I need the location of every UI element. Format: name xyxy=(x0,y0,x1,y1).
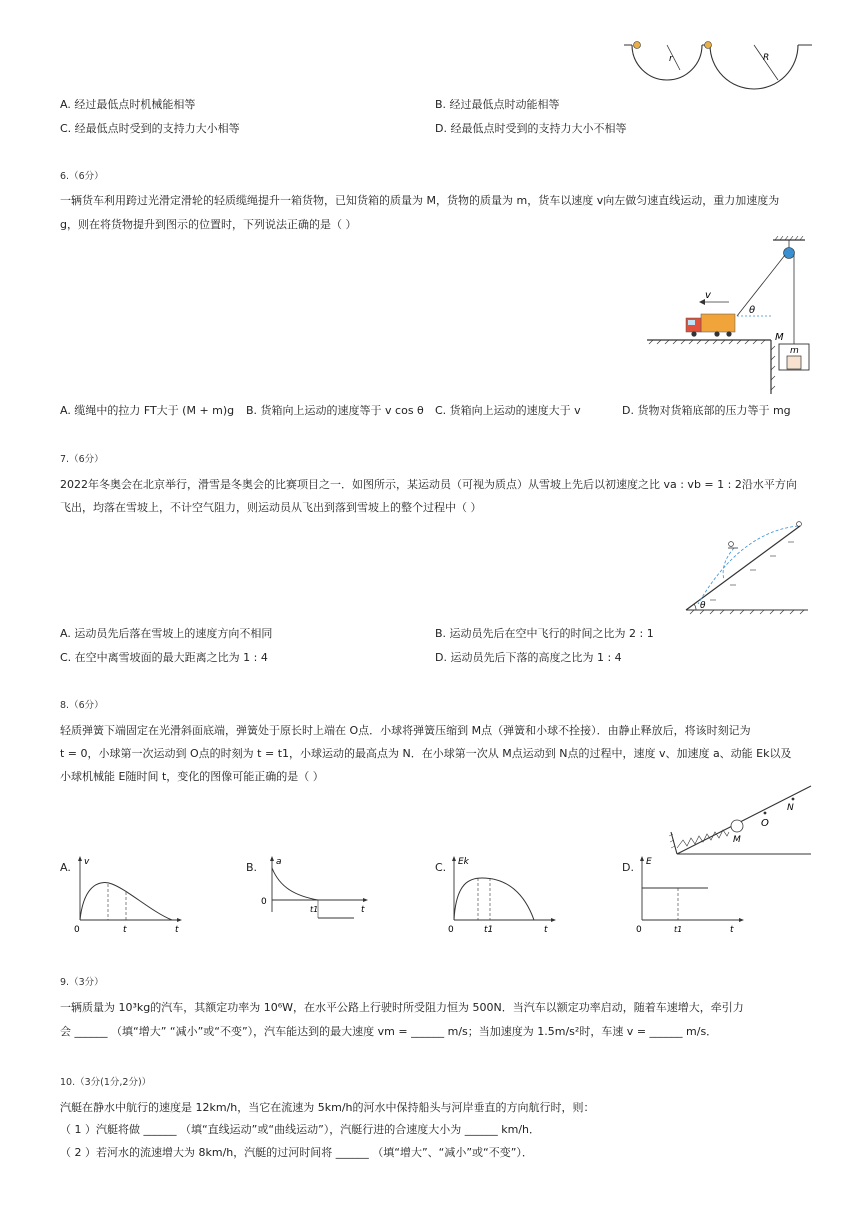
q6-option-b: B. 货箱向上运动的速度等于 v cos θ xyxy=(246,404,424,417)
q7-option-c: C. 在空中离雪坡面的最大距离之比为 1 : 4 xyxy=(60,651,268,664)
q5-fig-r: r xyxy=(669,54,673,64)
q7-fig-theta: θ xyxy=(700,601,706,611)
q6-option-c: C. 货箱向上运动的速度大于 v xyxy=(435,404,581,417)
q7-text-line2: 飞出，均落在雪坡上，不计空气阻力，则运动员从飞出到落到雪坡上的整个过程中（ ） xyxy=(60,501,482,514)
q7-option-b: B. 运动员先后在空中飞行的时间之比为 2 : 1 xyxy=(435,627,654,640)
q8-graph-d-origin: 0 xyxy=(636,925,642,935)
q5-option-b: B. 经过最低点时动能相等 xyxy=(435,98,560,111)
q10-number: 10.（3分(1分,2分)） xyxy=(60,1077,152,1088)
q8-graph-c-label: C. xyxy=(435,861,447,874)
q8-graph-b-xlabel: t xyxy=(361,905,365,915)
q7-ski-slope-figure xyxy=(680,514,815,618)
q8-graph-b xyxy=(258,852,378,936)
q8-graph-a-ylabel: v xyxy=(84,857,90,867)
q8-graph-b-ylabel: a xyxy=(276,857,282,867)
q8-text-line1: 轻质弹簧下端固定在光滑斜面底端，弹簧处于原长时上端在 O点．小球将弹簧压缩到 M点（弹簧和小球不拴接）．由静止释放后，将该时刻记为 xyxy=(60,724,751,737)
q9-text-line1: 一辆质量为 10³kg的汽车，其额定功率为 10⁶W，在水平公路上行驶时所受阻力恒为 500N．当汽车以额定功率启动，随着车速增大，牵引力 xyxy=(60,1001,744,1014)
q9-number: 9.（3分） xyxy=(60,977,104,988)
q8-fig-M: M xyxy=(733,835,741,845)
q6-number: 6.（6分） xyxy=(60,171,104,182)
q8-graph-a xyxy=(72,852,192,936)
q8-graph-a-label: A. xyxy=(60,861,71,874)
q6-truck-pulley-figure xyxy=(645,236,815,398)
q7-option-a: A. 运动员先后落在雪坡上的速度方向不相同 xyxy=(60,627,273,640)
q8-incline-spring-figure xyxy=(665,782,815,860)
q8-graph-b-tick: t1 xyxy=(310,905,319,914)
q8-graph-c-xlabel: t xyxy=(544,925,548,935)
q8-text-line3: 小球机械能 E随时间 t，变化的图像可能正确的是（ ） xyxy=(60,770,324,783)
q8-fig-N: N xyxy=(787,803,794,813)
q7-option-d: D. 运动员先后下落的高度之比为 1 : 4 xyxy=(435,651,622,664)
q8-graph-c xyxy=(446,852,566,936)
q8-graph-b-label: B. xyxy=(246,861,258,874)
q6-fig-theta: θ xyxy=(749,305,756,316)
q8-graph-a-xlabel: t xyxy=(175,925,179,935)
q7-number: 7.（6分） xyxy=(60,454,104,465)
q9-text-line2: 会 ______ （填“增大” “减小”或“不变”），汽车能达到的最大速度 vm = ______ m/s；当加速度为 1.5m/s²时，车速 v = ______ m/s． xyxy=(60,1025,718,1038)
q8-graph-d-tick: t1 xyxy=(674,925,683,934)
q6-option-d: D. 货物对货箱底部的压力等于 mg xyxy=(622,404,791,417)
q8-fig-O: O xyxy=(761,818,769,829)
q6-text-line2: g，则在将货物提升到图示的位置时，下列说法正确的是（ ） xyxy=(60,218,357,231)
q8-graph-c-ylabel: Ek xyxy=(458,857,469,867)
q6-fig-v: v xyxy=(705,290,711,301)
q8-graph-c-origin: 0 xyxy=(448,925,454,935)
q10-text-line2: （ 1 ）汽艇将做 ______ （填“直线运动”或“曲线运动”），汽艇行进的合速度大小为 ______ km/h． xyxy=(60,1123,541,1136)
q6-fig-M: M xyxy=(775,332,784,343)
q6-fig-m: m xyxy=(790,346,799,356)
q8-graph-a-tick: t xyxy=(123,925,127,935)
q8-number: 8.（6分） xyxy=(60,700,104,711)
q5-fig-R: R xyxy=(763,53,770,63)
q8-text-line2: t = 0，小球第一次运动到 O点的时刻为 t = t1，小球运动的最高点为 N．在小球第一次从 M点运动到 N点的过程中，速度 v、加速度 a、动能 Ek以及 xyxy=(60,747,792,760)
q5-track-figure xyxy=(620,36,820,98)
q7-text-line1: 2022年冬奥会在北京举行，滑雪是冬奥会的比赛项目之一．如图所示，某运动员（可视为质点）从雪坡上先后以初速度之比 va : vb = 1 : 2沿水平方向 xyxy=(60,478,797,491)
q6-text-line1: 一辆货车利用跨过光滑定滑轮的轻质缆绳提升一箱货物，已知货箱的质量为 M，货物的质量为 m，货车以速度 v向左做匀速直线运动，重力加速度为 xyxy=(60,194,780,207)
q10-text-line3: （ 2 ）若河水的流速增大为 8km/h，汽艇的过河时间将 ______ （填“增大”、“减小”或“不变”）． xyxy=(60,1146,533,1159)
q8-graph-d-ylabel: E xyxy=(646,857,652,867)
q5-option-d: D. 经最低点时受到的支持力大小不相等 xyxy=(435,122,627,135)
q10-text-line1: 汽艇在静水中航行的速度是 12km/h，当它在流速为 5km/h的河水中保持船头与河岸垂直的方向航行时，则： xyxy=(60,1101,595,1114)
q8-graph-b-origin: 0 xyxy=(261,897,267,907)
q5-option-a: A. 经过最低点时机械能相等 xyxy=(60,98,196,111)
q8-graph-a-origin: 0 xyxy=(74,925,80,935)
q8-graph-d-label: D. xyxy=(622,861,634,874)
q5-option-c: C. 经最低点时受到的支持力大小相等 xyxy=(60,122,240,135)
q8-graph-d-xlabel: t xyxy=(730,925,734,935)
q8-graph-d xyxy=(634,852,754,936)
q8-graph-c-tick: t1 xyxy=(484,925,494,935)
q6-option-a: A. 缆绳中的拉力 FT大于 (M + m)g xyxy=(60,404,235,417)
